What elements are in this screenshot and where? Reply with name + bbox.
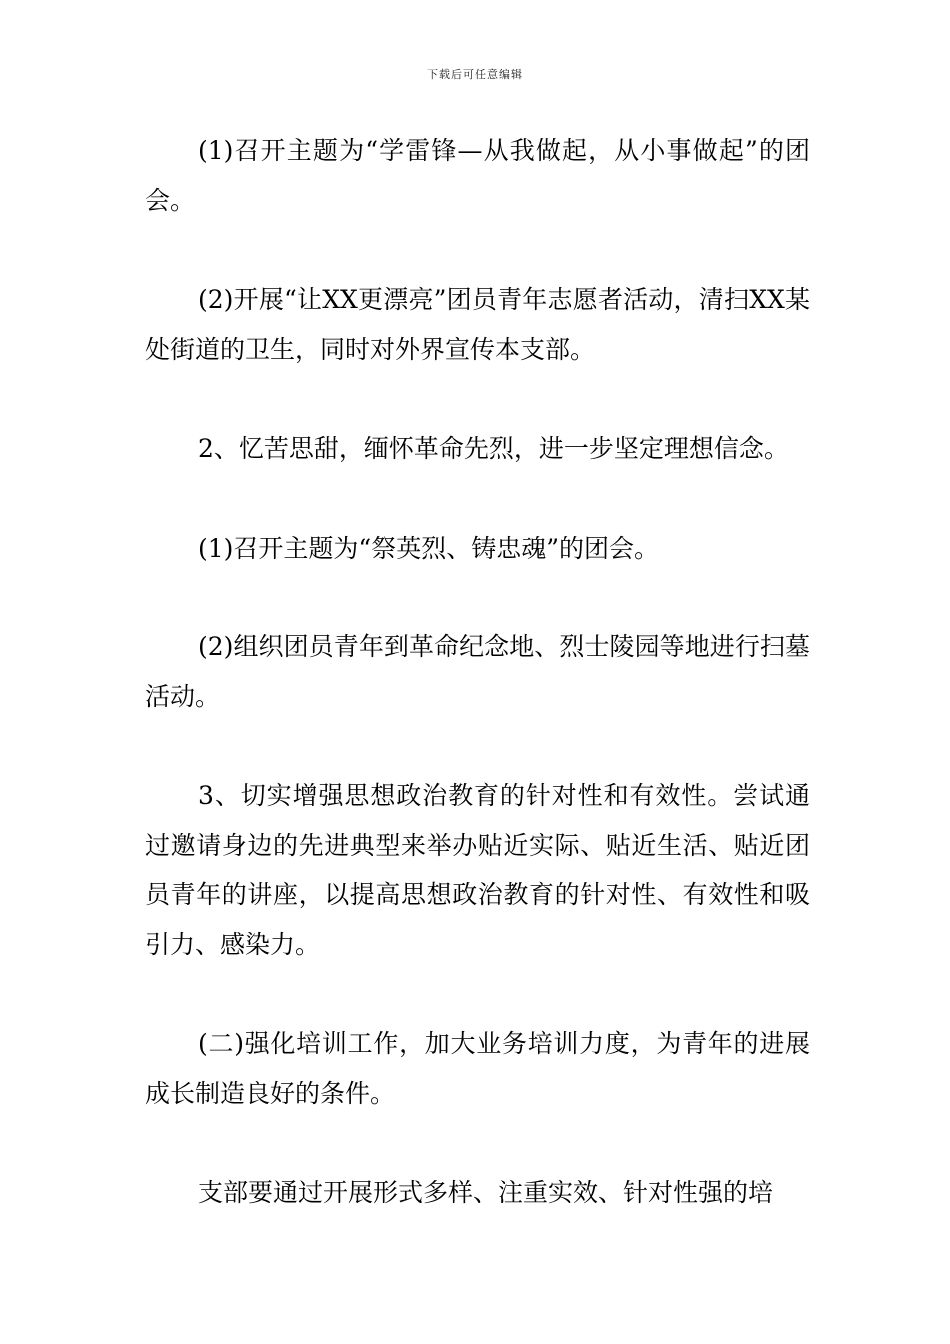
paragraph-4: (1)召开主题为“祭英烈、铸忠魂”的团会。 <box>198 534 659 563</box>
paragraph-6: 3、切实增强思想政治教育的针对性和有效性。尝试通过邀请身边的先进典型来举办贴近实际、贴近生活、贴近团员青年的讲座，以提高思想政治教育的针对性、有效性和吸引力、感染力。 <box>145 781 810 959</box>
paragraph-3: 2、忆苦思甜，缅怀革命先烈，进一步坚定理想信念。 <box>198 434 789 463</box>
paragraph-2: (2)开展“让XX更漂亮”团员青年志愿者活动，清扫XX某处街道的卫生，同时对外界宣传本支部。 <box>145 285 810 364</box>
paragraph-1: (1)召开主题为“学雷锋—从我做起，从小事做起”的团会。 <box>145 136 810 215</box>
paragraph-5: (2)组织团员青年到革命纪念地、烈士陵园等地进行扫墓活动。 <box>145 632 810 711</box>
page-header: 下载后可任意编辑 <box>427 68 523 81</box>
paragraph-7: (二)强化培训工作，加大业务培训力度，为青年的进展成长制造良好的条件。 <box>145 1029 810 1108</box>
paragraph-8: 支部要通过开展形式多样、注重实效、针对性强的培 <box>198 1178 774 1207</box>
